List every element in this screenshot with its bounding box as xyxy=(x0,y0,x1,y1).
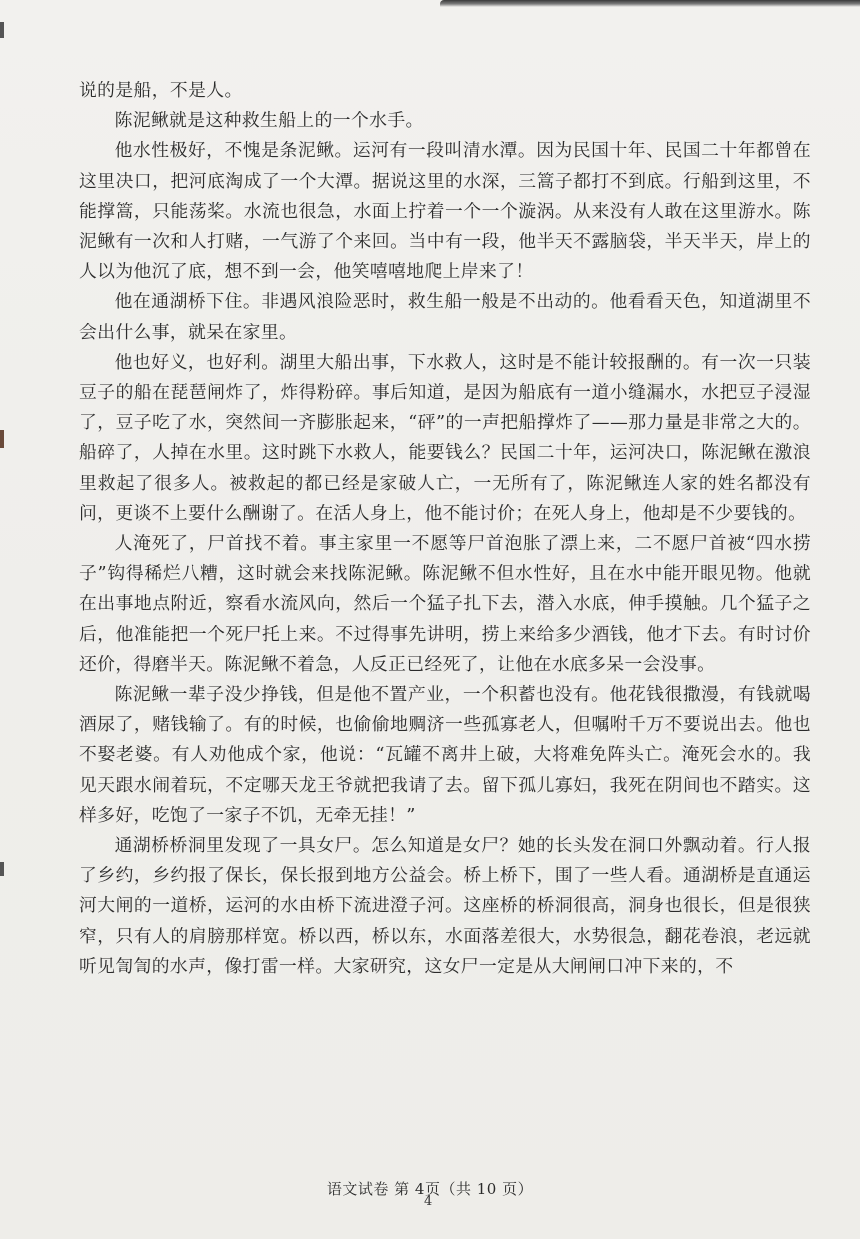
paragraph: 他在通湖桥下住。非遇风浪险恶时，救生船一般是不出动的。他看看天色，知道湖里不会出什么事，就呆在家里。 xyxy=(79,291,811,343)
article-body xyxy=(79,76,811,982)
binding-mark xyxy=(0,430,4,448)
scan-edge-shadow xyxy=(440,0,860,7)
binding-mark xyxy=(0,22,4,38)
paragraph: 他水性极好，不愧是条泥鳅。运河有一段叫清水潭。因为民国十年、民国二十年都曾在这里决口，把河底淘成了一个大潭。据说这里的水深，三篙子都打不到底。行船到这里，不能撑篙，只能荡桨。水流也很急，水面上拧着一个一个漩涡。从来没有人敢在这里游水。陈泥鳅有一次和人打赌，一气游了个来回。当中有一段，他半天不露脑袋，半天半天，岸上的人以为他沉了底，想不到一会，他笑嘻嘻地爬上岸来了！ xyxy=(79,140,811,283)
paragraph: 通湖桥桥洞里发现了一具女尸。怎么知道是女尸？她的长头发在洞口外飘动着。行人报了乡约，乡约报了保长，保长报到地方公益会。桥上桥下，围了一些人看。通湖桥是直通运河大闸的一道桥，运河的水由桥下流进澄子河。这座桥的桥洞很高，洞身也很长，但是很狭窄，只有人的肩膀那样宽。桥以西，桥以东，水面落差很大，水势很急，翻花卷浪，老远就听见訇訇的水声，像打雷一样。大家研究，这女尸一定是从大闸闸口冲下来的，不 xyxy=(79,835,811,977)
paragraph: 说的是船，不是人。 xyxy=(79,80,243,101)
paragraph: 他也好义，也好利。湖里大船出事，下水救人，这时是不能计较报酬的。有一次一只装豆子的船在琵琶闸炸了，炸得粉碎。事后知道，是因为船底有一道小缝漏水，水把豆子浸湿了，豆子吃了水，突然间一齐膨胀起来，“砰”的一声把船撑炸了——那力量是非常之大的。船碎了，人掉在水里。这时跳下水救人，能要钱么？民国二十年，运河决口，陈泥鳅在激浪里救起了很多人。被救起的都已经是家破人亡，一无所有了，陈泥鳅连人家的姓名都没有问，更谈不上要什么酬谢了。在活人身上，他不能讨价；在死人身上，他却是不少要钱的。 xyxy=(79,351,811,524)
paragraph: 人淹死了，尸首找不着。事主家里一不愿等尸首泡胀了漂上来，二不愿尸首被“四水捞子”钩得稀烂八糟，这时就会来找陈泥鳅。陈泥鳅不但水性好，且在水中能开眼见物。他就在出事地点附近，察看水流风向，然后一个猛子扎下去，潜入水底，伸手摸触。几个猛子之后，他准能把一个死尸托上来。不过得事先讲明，捞上来给多少酒钱，他才下去。有时讨价还价，得磨半天。陈泥鳅不着急，人反正已经死了，让他在水底多呆一会没事。 xyxy=(79,533,811,675)
page-footer: 语文试卷 第 4页（共 10 页） xyxy=(326,1180,534,1198)
paragraph: 陈泥鳅就是这种救生船上的一个水手。 xyxy=(114,110,424,132)
page-number: 4 xyxy=(424,1194,433,1209)
binding-mark xyxy=(0,862,4,876)
paragraph: 陈泥鳅一辈子没少挣钱，但是他不置产业，一个积蓄也没有。他花钱很撒漫，有钱就喝酒尿了，赌钱输了。有的时候，也偷偷地赒济一些孤寡老人，但嘱咐千万不要说出去。他也不娶老婆。有人劝他成个家，他说：“瓦罐不离井上破，大将难免阵头亡。淹死会水的。我见天跟水闹着玩，不定哪天龙王爷就把我请了去。留下孤儿寡妇，我死在阴间也不踏实。这样多好，吃饱了一家子不饥，无牵无挂！” xyxy=(79,684,811,826)
